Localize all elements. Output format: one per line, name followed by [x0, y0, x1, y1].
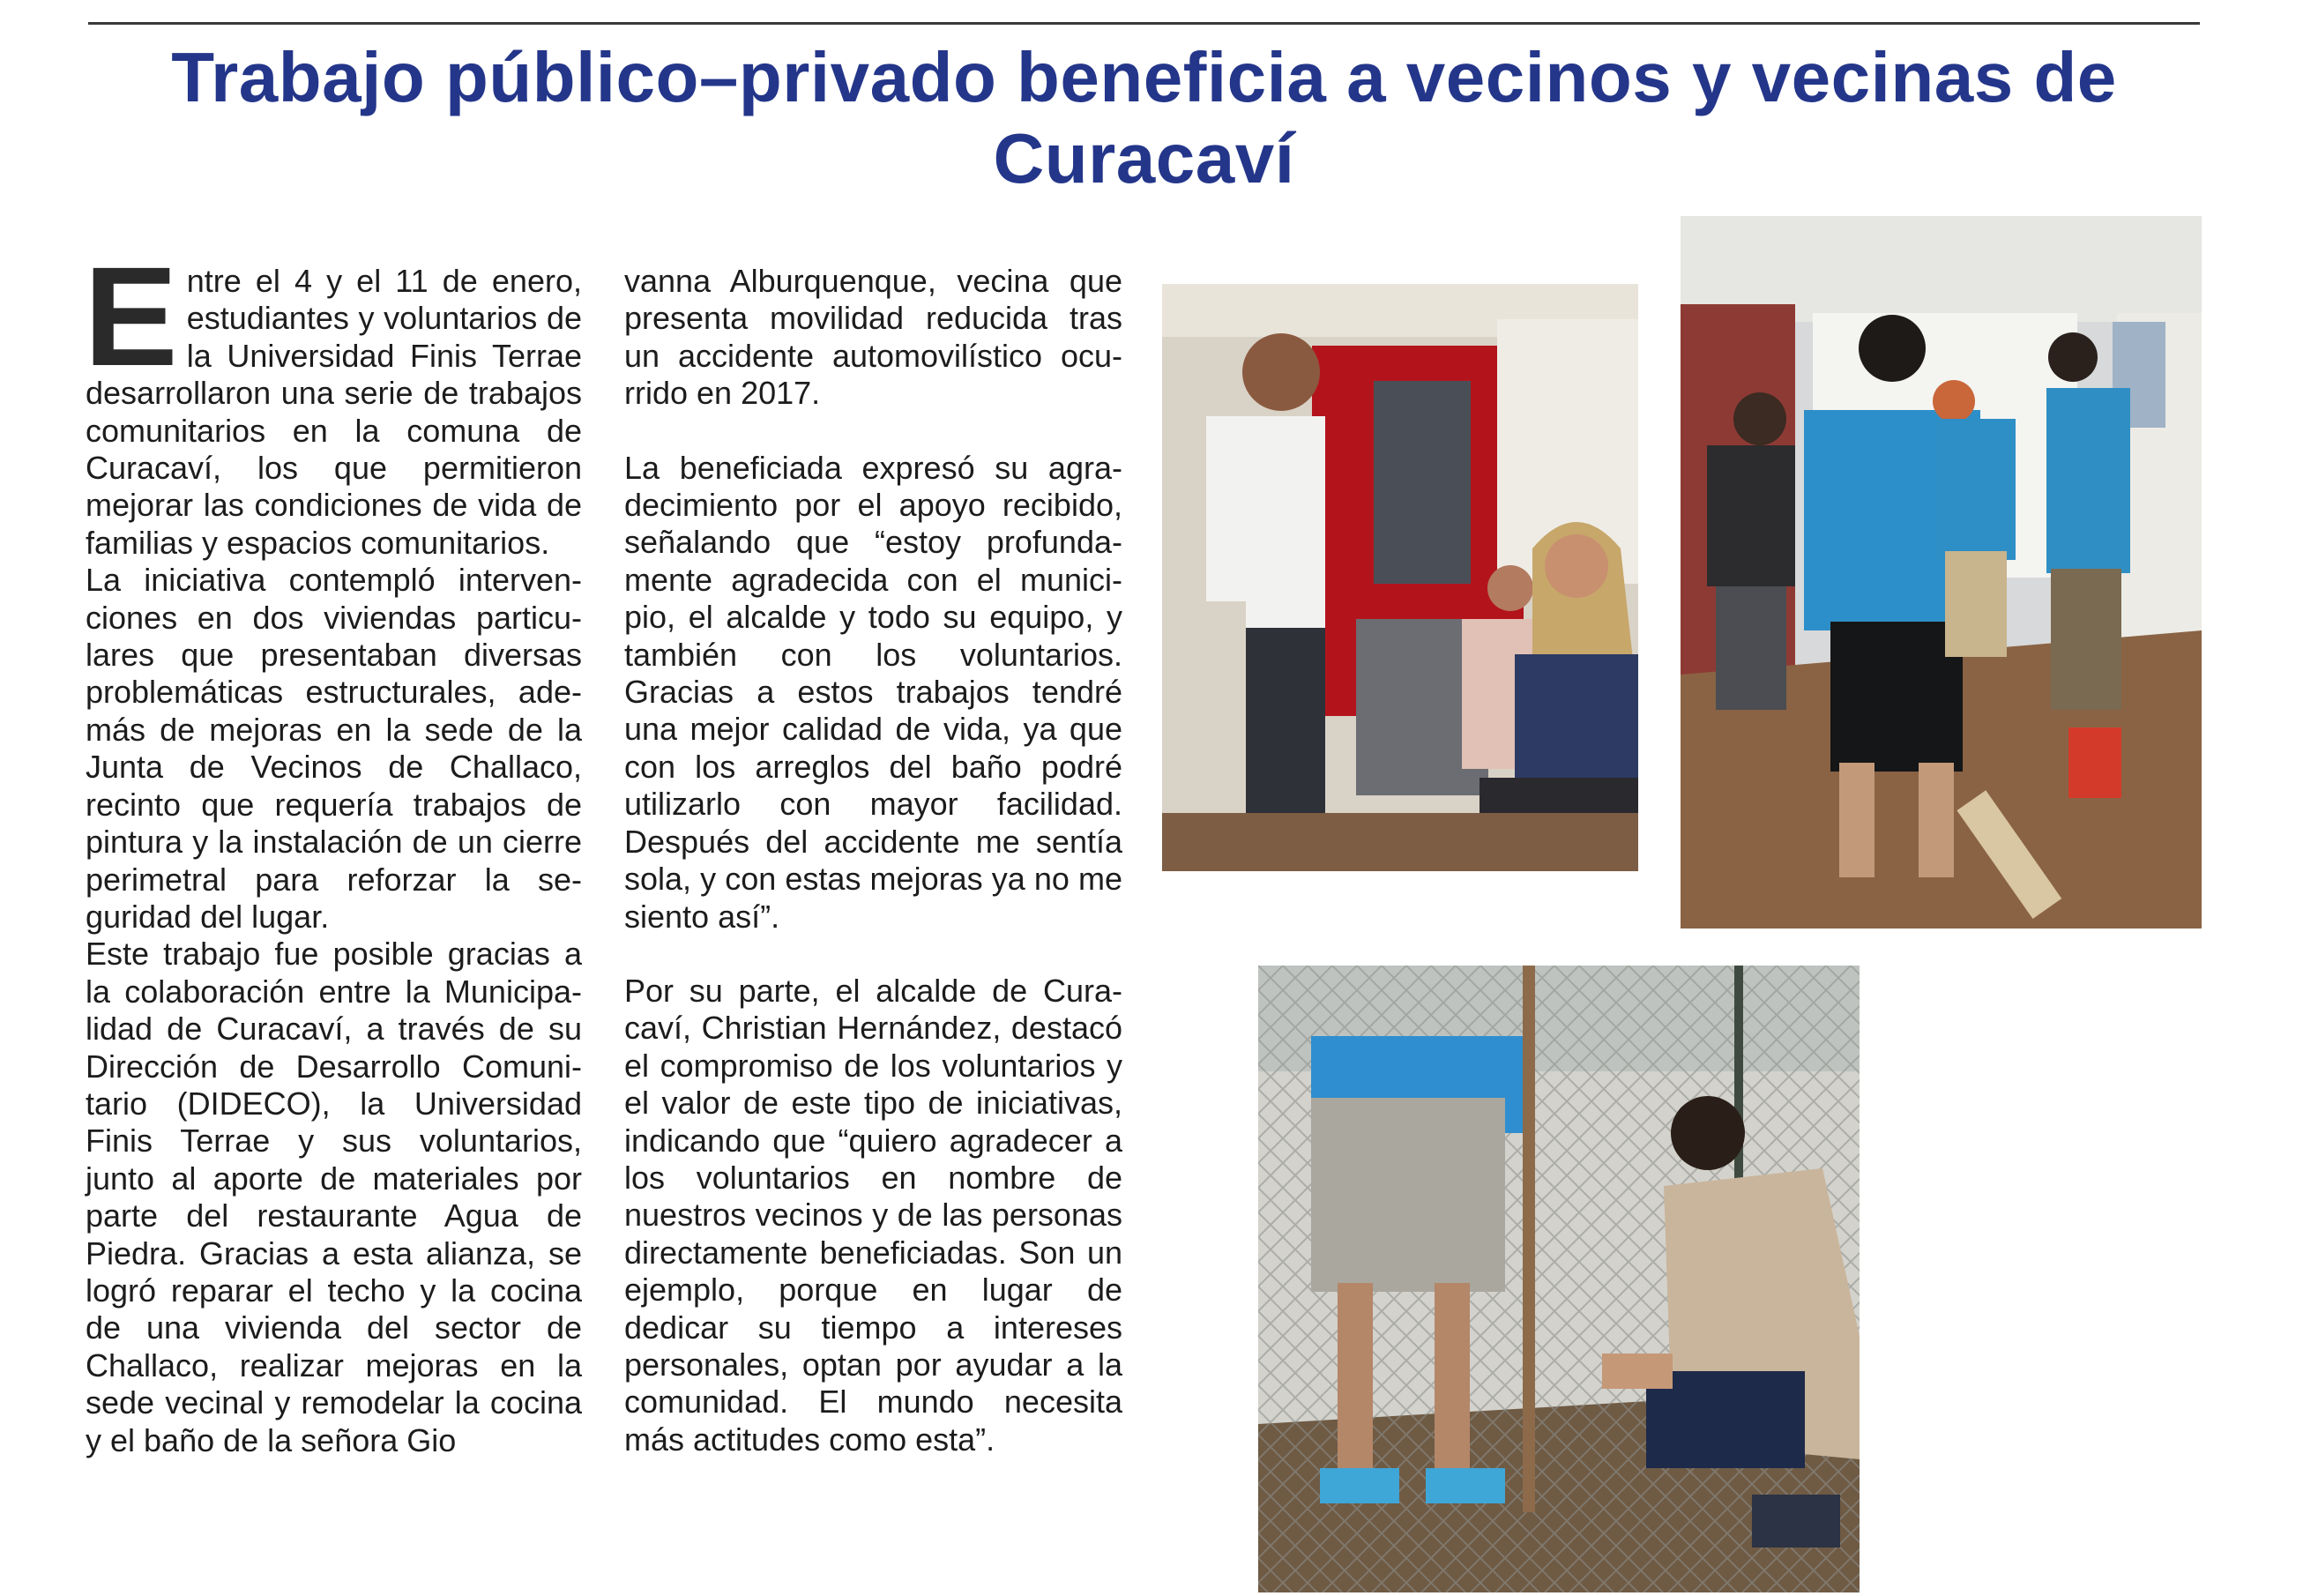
article-column-2: [624, 263, 1122, 1458]
paragraph-collaboration: Este trabajo fue posible gracias a la colaboración entre la Municipalidad de Curacaví, a través de su Dirección de Desarrollo Comunitario (DIDECO), la Universidad Finis Terrae y sus voluntarios, junto al aporte de materiales por parte del restaurante Agua de Piedra. Gracias a esta alianza, se logró reparar el techo y la cocina de una vivienda del sector de Challaco, realizar mejoras en la sede vecinal y remodelar la cocina y el baño de la señora Gio: [86, 936, 582, 1458]
paragraph-intro-text: ntre el 4 y el 11 de enero, estudiantes y voluntarios de la Universidad Finis Terrae desarrollaron una serie de trabajos comunitarios en la comuna de Curacaví, los que permitieron mejorar las condiciones de vida de familias y espacios comunitarios.: [86, 263, 582, 561]
photo-volunteers-room: [1681, 216, 2202, 929]
paragraph-quote: La beneficiada expresó su agradecimiento por el apoyo recibido, señalando que “estoy profundamente agradecida con el municipio, el alcalde y todo su equipo, y también con los voluntarios. Gracias a estos trabajos tendré una mejor calidad de vida, ya que con los arreglos del baño podré utilizarlo con mayor facilidad. Después del accidente me sentía sola, y con estas mejoras ya no me siento así”.: [624, 449, 1122, 935]
article-column-1: [84, 237, 582, 1459]
photo-volunteers-fence: [1258, 966, 1860, 1592]
paragraph-initiative: La iniciativa contempló intervenciones en dos viviendas particulares que presentaban diversas problemáticas estructurales, además de mejoras en la sede de la Junta de Vecinos de Challaco, recinto que requería trabajos de pintura y la instalación de un cierre perimetral para reforzar la seguridad del lugar.: [86, 562, 582, 935]
photo-visit-interior: [1162, 284, 1638, 871]
paragraph-intro: [84, 237, 582, 562]
top-rule: [88, 22, 2200, 25]
article-headline: Trabajo público–privado beneficia a vecinos y vecinas de Curacaví: [171, 38, 2117, 198]
drop-cap: E: [84, 237, 178, 395]
paragraph-beneficiary: vanna Alburquenque, vecina que presenta movilidad reducida tras un accidente automovilístico ocurrido en 2017.: [624, 263, 1122, 412]
paragraph-mayor: Por su parte, el alcalde de Curacaví, Christian Hernández, destacó el compromiso de los voluntarios y el valor de este tipo de iniciativas, indicando que “quiero agradecer a los voluntarios en nombre de nuestros vecinos y de las personas directamente beneficiadas. Son un ejemplo, porque en lugar de dedicar su tiempo a intereses personales, optan por ayudar a la comunidad. El mundo necesita más actitudes como esta”.: [624, 972, 1122, 1458]
